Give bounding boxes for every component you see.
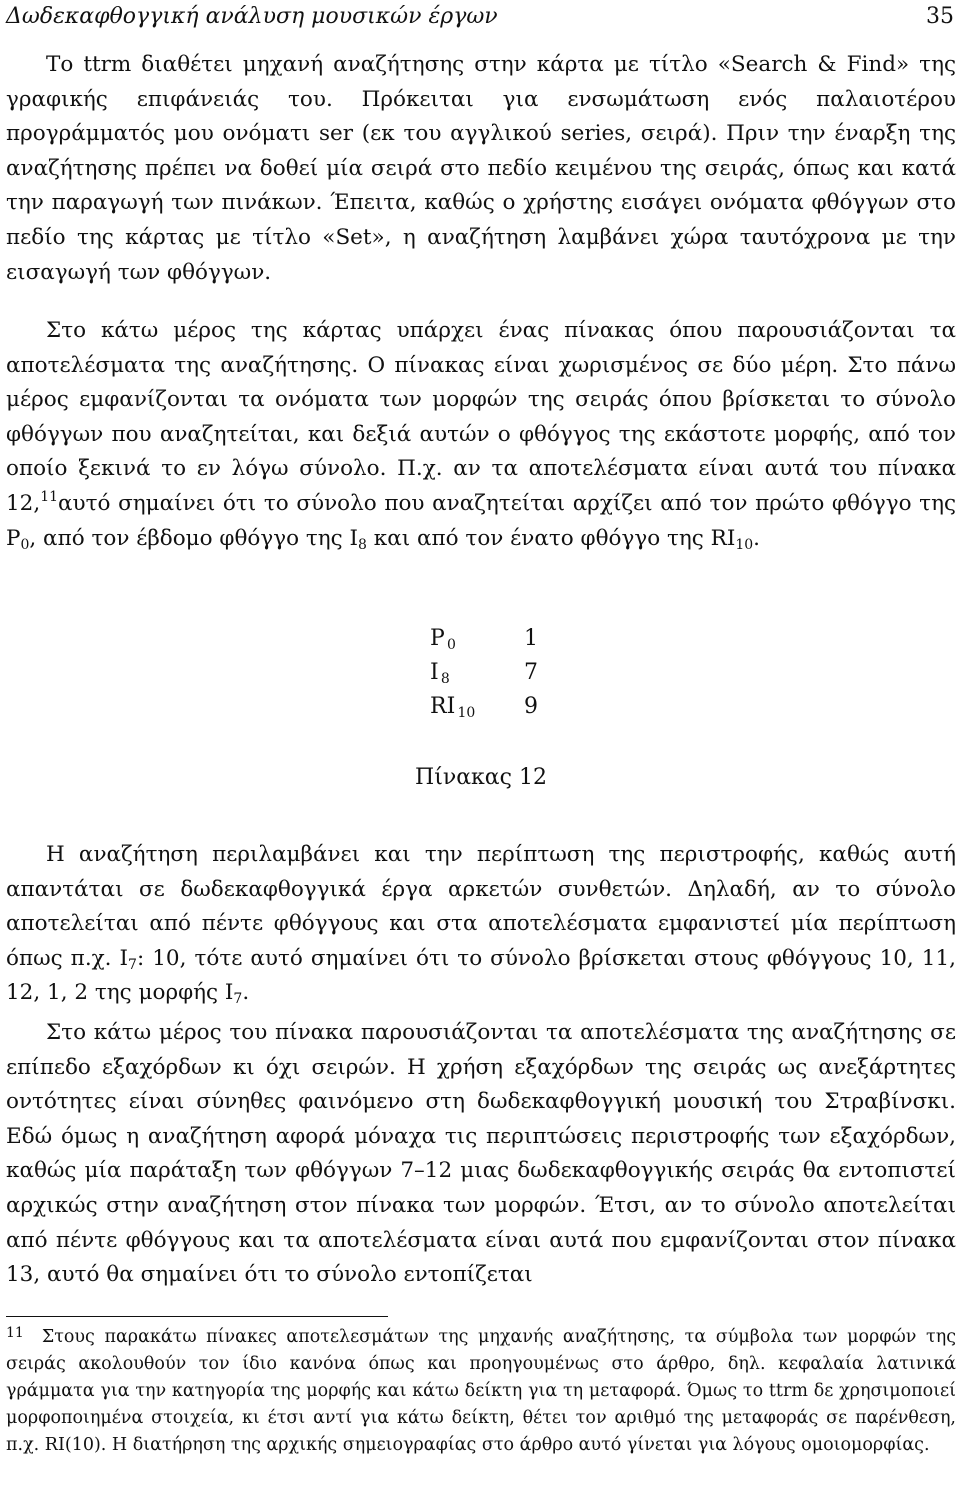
subscript: 8: [358, 536, 367, 553]
footnote-number: 11: [6, 1325, 24, 1341]
subscript: 7: [128, 956, 137, 973]
footnote-reference[interactable]: 11: [40, 488, 59, 505]
table-caption: Πίνακας 12: [415, 765, 547, 790]
form-index: 10: [457, 705, 476, 721]
subscript: 10: [735, 536, 754, 553]
subscript: 0: [20, 536, 30, 553]
paragraph-text: , από τον έβδομο φθόγγο της I: [29, 525, 359, 551]
paragraph-search-engine: [6, 48, 956, 290]
form-index: 8: [440, 671, 450, 687]
start-note: 9: [524, 694, 538, 719]
form-letter: I: [430, 660, 439, 685]
running-header: [6, 2, 956, 32]
start-note: 7: [524, 660, 538, 685]
paragraph-text: : 10, τότε αυτό σημαίνει ότι το σύνολο βρίσκεται στους φθόγγους 10, 11, 12, 1, 2 της μορφής I: [6, 945, 956, 1006]
form-label: [430, 690, 475, 724]
form-label: [430, 656, 450, 690]
running-title: Δωδεκαφθογγική ανάλυση μουσικών έργων: [6, 4, 498, 29]
footnote-text: Στους παρακάτω πίνακες αποτελεσμάτων της μηχανής αναζήτησης, τα σύμβολα των μορφών της σειράς ακολουθούν τον ίδιο κανόνα όπως και προηγουμένως στο άρθρο, δηλ. κεφαλαία λατινικά γράμματα για την κατηγορία της μορφής και κάτω δείκτη για τη μεταφορά. Όμως το ttrm δε χρησιμοποιεί μορφοποιημένα στοιχεία, κι έτσι αντί για κάτω δείκτη, θέτει τον αριθμό της μεταφοράς σε παρένθεση, π.χ. RI(10). Η διατήρηση της αρχικής σημειογραφίας στο άρθρο αυτό γίνεται για λόγους ομοιομορφίας.: [6, 1327, 956, 1455]
paragraph-text: Η αναζήτηση περιλαμβάνει και την περίπτωση της περιστροφής, καθώς αυτή απαντάται σε δωδεκαφθογγικά έργα αρκετών συνθετών. Δηλαδή, αν το σύνολο αποτελείται από πέντε φθόγγους και στα αποτελέσματα εμφανιστεί μία περίπτωση όπως π.χ. I: [6, 842, 956, 971]
paragraph-text: Στο κάτω μέρος του πίνακα παρουσιάζονται τα αποτελέσματα της αναζήτησης σε επίπεδο εξαχόρδων κι όχι σειρών. Η χρήση εξαχόρδων της σειράς ως ανεξάρτητες οντότητες είναι σύνηθες φαινόμενο στη δωδεκαφθογγική μουσική του Στραβίνσκι. Εδώ όμως η αναζήτηση αφορά μόναχα τις περιπτώσεις περιστροφής των εξαχόρδων, καθώς μία παράταξη των φθόγγων 7–12 μιας δωδεκαφθογγικής σειράς θα εντοπιστεί αρχικώς στην αναζήτηση στον πίνακα των μορφών. Έτσι, αν το σύνολο αποτελείται από πέντε φθόγγους και τα αποτελέσματα είναι αυτά που εμφανίζονται στον πίνακα 13, αυτό θα σημαίνει ότι το σύνολο εντοπίζεται: [6, 1020, 956, 1288]
footnote-11: [6, 1324, 956, 1459]
form-index: 0: [447, 637, 456, 653]
paragraph-rotation: [6, 838, 956, 1011]
paragraph-text: και από τον ένατο φθόγγο της RI: [366, 525, 736, 551]
form-letter: RI: [430, 694, 456, 719]
footnote-rule: [6, 1316, 388, 1317]
form-label: [430, 622, 456, 656]
page-number: 35: [926, 4, 954, 29]
paragraph-results-table: [6, 314, 956, 556]
paragraph-text: Στο κάτω μέρος της κάρτας υπάρχει ένας πίνακας όπου παρουσιάζονται τα αποτελέσματα της αναζήτησης. Ο πίνακας είναι χωρισμένος σε δύο μέρη. Στο πάνω μέρος εμφανίζονται τα ονόματα των μορφών της σειράς όπου βρίσκεται το σύνολο φθόγγων που αναζητείται, και δεξιά αυτών ο φθόγγος της εκάστοτε μορφής, από τον οποίο ξεκινά το εν λόγω σύνολο. Π.χ. αν τα αποτελέσματα είναι αυτά του πίνακα 12,: [6, 318, 956, 516]
start-note: 1: [524, 626, 538, 651]
paragraph-hexachords: [6, 1016, 956, 1293]
paragraph-text: αυτό σημαίνει ότι το σύνολο που αναζητείται αρχίζει από τον πρώτο φθόγγο της P: [6, 490, 956, 551]
paragraph-text: Το ttrm διαθέτει μηχανή αναζήτησης στην κάρτα με τίτλο «Search & Find» της γραφικής επιφάνειάς του. Πρόκειται για ενσωμάτωση ενός παλαιοτέρου προγράμματός μου ονόματι ser (εκ του αγγλικού series, σειρά). Πριν την έναρξη της αναζήτησης πρέπει να δοθεί μία σειρά στο πεδίο κειμένου της σειράς, όπως και κατά την παραγωγή των πινάκων. Έπειτα, καθώς ο χρήστης εισάγει ονόματα φθόγγων στο πεδίο της κάρτας με τίτλο «Set», η αναζήτηση λαμβάνει χώρα ταυτόχρονα με την εισαγωγή των φθόγγων.: [6, 52, 956, 285]
paragraph-text: .: [242, 980, 250, 1006]
form-letter: P: [430, 626, 445, 651]
subscript: 7: [233, 991, 243, 1008]
paragraph-text: .: [753, 525, 760, 551]
